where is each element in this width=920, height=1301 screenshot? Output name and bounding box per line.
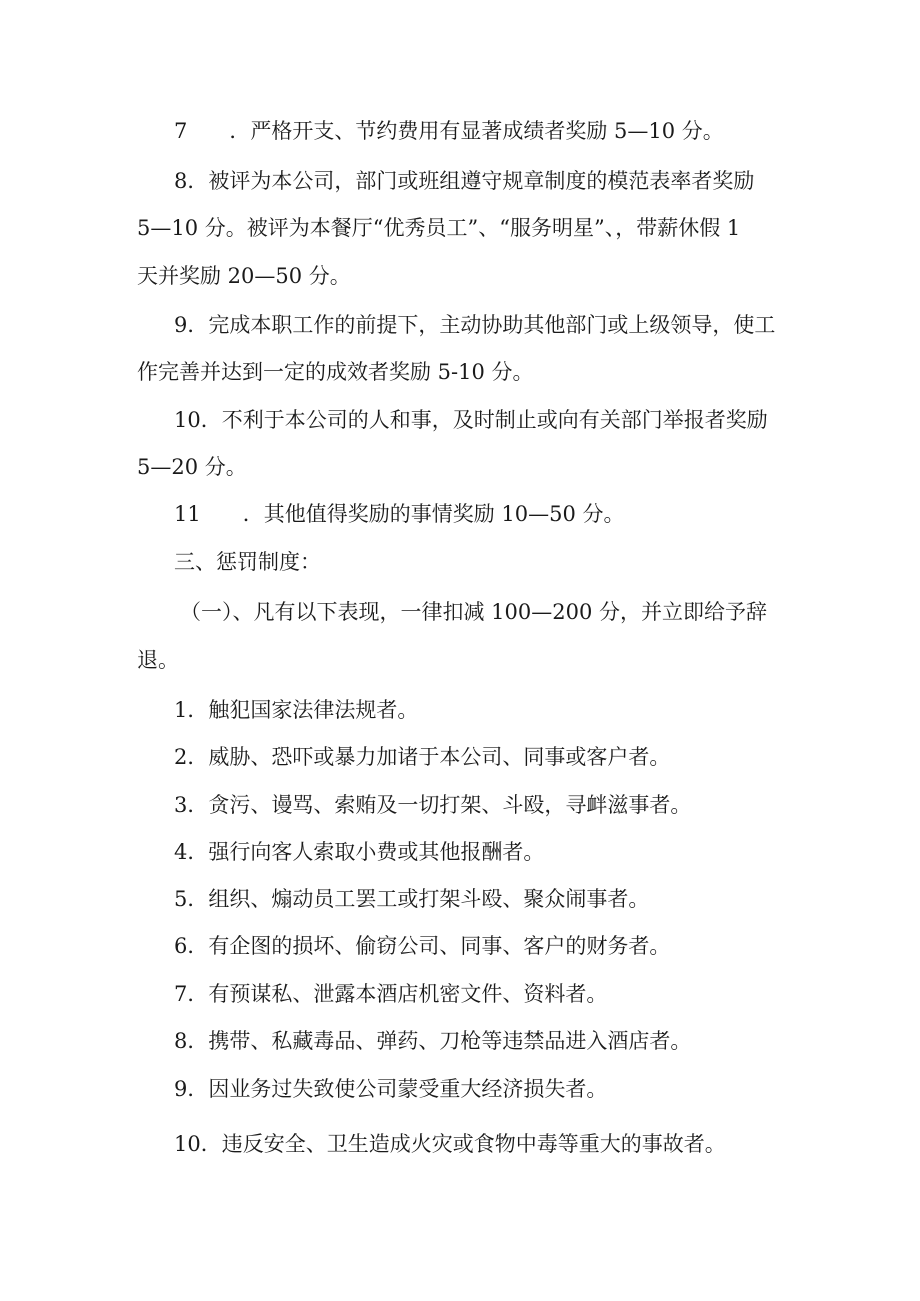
penalty-item-3: 3．贪污、谩骂、索贿及一切打架、斗殴，寻衅滋事者。 (174, 793, 692, 817)
penalty-item-1: 1．触犯国家法律法规者。 (174, 698, 419, 722)
penalty-item-4: 4．强行向客人索取小费或其他报酬者。 (174, 840, 545, 864)
reward-item-11: 11 ．其他值得奖励的事情奖励 10—50 分。 (174, 502, 625, 526)
penalty-item-8: 8．携带、私藏毒品、弹药、刀枪等违禁品进入酒店者。 (174, 1029, 692, 1053)
reward-item-7: 7 ．严格开支、节约费用有显著成绩者奖励 5—10 分。 (174, 119, 724, 143)
reward-item-8: 8．被评为本公司，部门或班组遵守规章制度的模范表率者奖励 (174, 169, 755, 193)
penalty-item-5: 5．组织、煽动员工罢工或打架斗殴、聚众闹事者。 (174, 887, 650, 911)
reward-item-9: 9．完成本职工作的前提下，主动协助其他部门或上级领导，使工 (174, 313, 776, 337)
penalty-item-9: 9．因业务过失致使公司蒙受重大经济损失者。 (174, 1077, 608, 1101)
reward-item-10: 10．不利于本公司的人和事，及时制止或向有关部门举报者奖励 (174, 408, 768, 432)
reward-item-9-cont: 作完善并达到一定的成效者奖励 5-10 分。 (137, 360, 534, 384)
section-heading-penalty: 三、惩罚制度： (174, 550, 321, 574)
reward-item-8-cont-1: 5—10 分。被评为本餐厅“优秀员工”、“服务明星”、，带薪休假 1 (137, 216, 741, 240)
penalty-subsection-1: （一）、凡有以下表现，一律扣减 100—200 分，并立即给予辞 (180, 600, 768, 624)
penalty-item-6: 6．有企图的损坏、偷窃公司、同事、客户的财务者。 (174, 934, 671, 958)
penalty-item-10: 10．违反安全、卫生造成火灾或食物中毒等重大的事故者。 (174, 1132, 726, 1156)
penalty-item-2: 2．威胁、恐吓或暴力加诸于本公司、同事或客户者。 (174, 745, 671, 769)
penalty-subsection-1-cont: 退。 (137, 648, 179, 672)
penalty-item-7: 7．有预谋私、泄露本酒店机密文件、资料者。 (174, 982, 608, 1006)
reward-item-10-cont: 5—20 分。 (137, 455, 247, 479)
reward-item-8-cont-2: 天并奖励 20—50 分。 (137, 264, 351, 288)
